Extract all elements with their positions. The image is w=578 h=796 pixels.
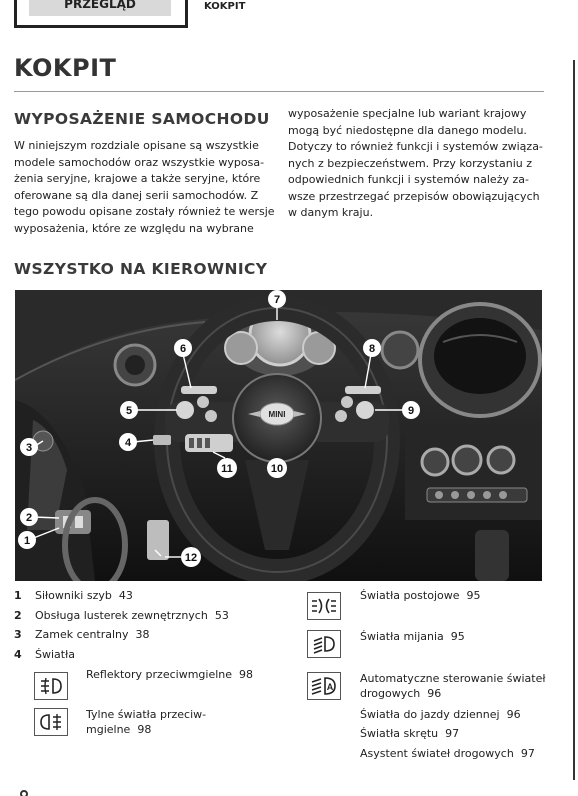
text-line: odpowiednich funkcji i systemów należy za- (288, 173, 529, 186)
front-fog-light-icon (34, 672, 68, 700)
text-line: żenia seryjne, krajowe a także seryjne, które (14, 172, 261, 185)
legend-number: 1 (14, 589, 22, 602)
steering-heading: WSZYSTKO NA KIEROWNICY (14, 260, 268, 278)
legend-item (360, 672, 545, 700)
text-line: nych z bezpieczeństwem. Przy korzystaniu z (288, 156, 532, 170)
title-divider (14, 91, 544, 92)
section-label: KOKPIT (204, 1, 246, 12)
legend-text: Światła (35, 648, 75, 661)
auto-headlight-icon (307, 672, 341, 700)
legend-number: 2 (14, 609, 22, 622)
text-line: wyposażenie specjalne lub wariant krajowy (288, 107, 527, 120)
legend-item (35, 648, 75, 661)
callout-label: 4 (124, 437, 132, 449)
callout-10 (267, 458, 287, 478)
callout-label: 5 (125, 405, 133, 417)
svg-text:A: A (326, 682, 334, 692)
legend-text: Tylne światła przeciw- (86, 708, 207, 721)
text-line: tego powodu opisane zostały również te wersje (14, 205, 275, 218)
legend-page: 43 (118, 589, 133, 602)
parking-light-icon (307, 592, 341, 620)
legend-item (35, 628, 150, 641)
center-display (434, 318, 526, 394)
equipment-text-left (14, 138, 284, 237)
callout-label: 9 (407, 405, 415, 417)
legend-item (86, 668, 253, 681)
callout-8 (363, 339, 381, 357)
legend-text: Asystent świateł drogowych (360, 747, 514, 760)
rear-fog-light-icon (34, 708, 68, 736)
callout-9 (402, 401, 420, 419)
callout-2 (20, 508, 38, 526)
callout-label: 6 (179, 343, 187, 355)
legend-item (86, 708, 206, 736)
hood-release (147, 520, 169, 560)
legend-text: mgielne (86, 723, 131, 736)
legend-page: 95 (450, 630, 465, 643)
logo-text: MINI (268, 410, 286, 419)
legend-item (360, 747, 535, 760)
chapter-tab-label: PRZEGLĄD (29, 0, 171, 16)
legend-text: Obsługa lusterek zewnętrznych (35, 609, 208, 622)
legend-text: Automatyczne sterowanie świateł (360, 672, 546, 685)
callout-label: 2 (25, 512, 33, 524)
legend-text-line2 (86, 723, 206, 736)
legend-item (360, 727, 459, 740)
legend-number: 3 (14, 628, 22, 641)
text-line: modele samochodów oraz wszystkie wyposa- (14, 155, 265, 169)
legend-text: Siłowniki szyb (35, 589, 112, 602)
legend-text: Światła postojowe (360, 589, 460, 602)
cockpit-illustration (15, 290, 542, 581)
legend-page: 98 (137, 723, 152, 736)
callout-1 (18, 531, 36, 549)
callout-4 (119, 433, 137, 451)
legend-page: 97 (445, 727, 460, 740)
legend-text: Światła skrętu (360, 727, 439, 740)
callout-5 (120, 401, 138, 419)
legend-page: 98 (239, 668, 254, 681)
legend-item (360, 589, 481, 602)
text-line: Dotyczy to również funkcji i systemów związa- (288, 140, 543, 153)
text-line: wyposażenia, które ze względu na wybrane (14, 221, 254, 235)
legend-number: 4 (14, 648, 22, 661)
text-line: mogą być niedostępne dla danego modelu. (288, 123, 527, 137)
legend-text-line2 (360, 687, 545, 700)
text-line: oferowane są dla danej serii samochodów. Z (14, 188, 259, 202)
callout-7 (268, 290, 286, 308)
callout-11 (217, 458, 237, 478)
text-line: w danym kraju. (288, 206, 374, 219)
legend-text: Zamek centralny (35, 628, 129, 641)
page-title: KOKPIT (14, 54, 117, 82)
legend-page: 97 (520, 747, 535, 760)
callout-label: 1 (23, 535, 31, 547)
legend-item (35, 609, 229, 622)
low-beam-icon (307, 630, 341, 658)
legend-page: 95 (466, 589, 481, 602)
callout-label: 7 (273, 294, 281, 306)
text-line: wsze przestrzegać przepisów obowiązujących (288, 189, 540, 203)
callout-3 (20, 438, 38, 456)
legend-page: 53 (214, 609, 229, 622)
legend-text: Światła do jazdy dziennej (360, 708, 500, 721)
page-edge-rule (573, 60, 575, 780)
chapter-tab (14, 0, 188, 28)
text-line: W niniejszym rozdziale opisane są wszystkie (14, 139, 259, 152)
cockpit-photo (15, 290, 542, 581)
callout-12 (181, 547, 201, 567)
legend-page: 38 (135, 628, 150, 641)
callout-label: 12 (184, 552, 198, 564)
equipment-text-right (288, 106, 558, 222)
legend-text: Światła mijania (360, 630, 444, 643)
legend-item (360, 630, 465, 643)
legend-item (35, 589, 133, 602)
callout-label: 8 (368, 343, 376, 355)
callout-label: 11 (221, 463, 233, 475)
callout-label: 10 (270, 463, 284, 475)
callout-label: 3 (25, 442, 33, 454)
legend-text: Reflektory przeciwmgielne (86, 668, 233, 681)
legend-page: 96 (506, 708, 521, 721)
legend-item (360, 708, 521, 721)
callout-6 (174, 339, 192, 357)
page-marker (20, 790, 28, 796)
legend-text: drogowych (360, 687, 421, 700)
legend-page: 96 (427, 687, 442, 700)
equipment-heading: WYPOSAŻENIE SAMOCHODU (14, 110, 270, 128)
